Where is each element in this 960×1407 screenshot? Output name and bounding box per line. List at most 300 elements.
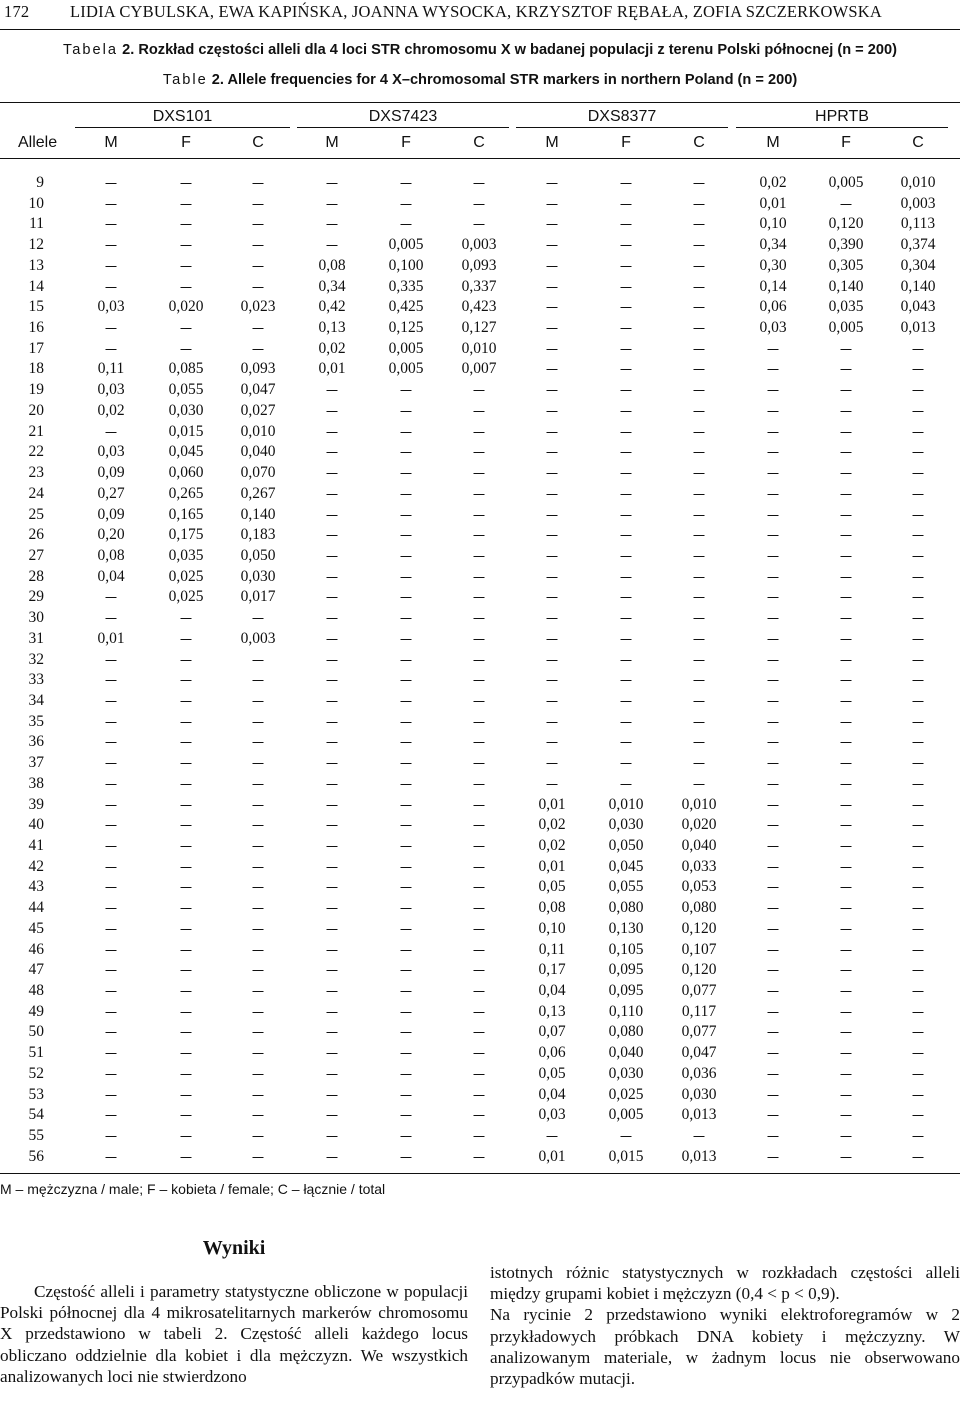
table-row <box>0 277 960 298</box>
empty-dash <box>253 970 264 971</box>
frequency-cell: 0,390 <box>828 236 864 254</box>
empty-dash <box>106 722 117 723</box>
allele-value: 17 <box>28 339 44 357</box>
empty-dash <box>547 784 558 785</box>
frequency-cell: 0,105 <box>608 940 644 958</box>
right-paragraph-2: Na rycinie 2 przedstawiono wyniki elektroforegramów w 2 przykładowych próbkach DNA kobiety i mężczyzny. W analizowanym materiale, w żadnym locus nie obserwowano przypadków mutacji. <box>490 1305 960 1389</box>
empty-dash <box>694 1136 705 1137</box>
frequency-cell: 0,005 <box>388 339 424 357</box>
empty-dash <box>181 805 192 806</box>
empty-dash <box>253 763 264 764</box>
allele-value: 34 <box>28 691 44 709</box>
empty-dash <box>181 825 192 826</box>
frequency-cell: 0,140 <box>828 277 864 295</box>
empty-dash <box>913 577 924 578</box>
empty-dash <box>547 369 558 370</box>
empty-dash <box>694 349 705 350</box>
table-row <box>0 214 960 235</box>
empty-dash <box>547 204 558 205</box>
empty-dash <box>474 950 485 951</box>
empty-dash <box>253 742 264 743</box>
empty-dash <box>401 846 412 847</box>
empty-dash <box>474 494 485 495</box>
allele-value: 38 <box>28 774 44 792</box>
allele-value: 31 <box>28 629 44 647</box>
empty-dash <box>181 742 192 743</box>
empty-dash <box>474 763 485 764</box>
empty-dash <box>913 432 924 433</box>
empty-dash <box>106 825 117 826</box>
empty-dash <box>181 1095 192 1096</box>
frequency-cell: 0,005 <box>388 236 424 254</box>
empty-dash <box>474 1032 485 1033</box>
group-header <box>75 106 290 128</box>
empty-dash <box>621 452 632 453</box>
frequency-cell: 0,42 <box>318 298 346 316</box>
empty-dash <box>621 742 632 743</box>
empty-dash <box>106 1136 117 1137</box>
caption-pl-label: Tabela <box>63 42 119 58</box>
table-row <box>0 650 960 671</box>
empty-dash <box>694 204 705 205</box>
empty-dash <box>474 742 485 743</box>
empty-dash <box>474 432 485 433</box>
frequency-cell: 0,05 <box>538 1064 566 1082</box>
empty-dash <box>401 411 412 412</box>
table-row <box>0 981 960 1002</box>
frequency-cell: 0,077 <box>681 982 717 1000</box>
empty-dash <box>913 867 924 868</box>
empty-dash <box>913 452 924 453</box>
frequency-cell: 0,043 <box>900 298 936 316</box>
empty-dash <box>474 577 485 578</box>
empty-dash <box>327 1115 338 1116</box>
empty-dash <box>474 660 485 661</box>
empty-dash <box>106 950 117 951</box>
empty-dash <box>621 224 632 225</box>
empty-dash <box>327 1053 338 1054</box>
caption-polish <box>0 42 960 58</box>
empty-dash <box>401 742 412 743</box>
empty-dash <box>841 535 852 536</box>
empty-dash <box>106 991 117 992</box>
empty-dash <box>327 742 338 743</box>
frequency-cell: 0,030 <box>681 1085 717 1103</box>
caption-english <box>0 72 960 88</box>
empty-dash <box>768 784 779 785</box>
empty-dash <box>841 204 852 205</box>
frequency-cell: 0,095 <box>608 961 644 979</box>
frequency-cell: 0,01 <box>538 1147 566 1165</box>
empty-dash <box>106 1095 117 1096</box>
empty-dash <box>621 784 632 785</box>
frequency-cell: 0,040 <box>240 443 276 461</box>
table-row <box>0 1002 960 1023</box>
empty-dash <box>106 224 117 225</box>
empty-dash <box>106 204 117 205</box>
empty-dash <box>327 515 338 516</box>
allele-value: 35 <box>28 712 44 730</box>
empty-dash <box>768 742 779 743</box>
empty-dash <box>547 556 558 557</box>
table-row <box>0 1064 960 1085</box>
empty-dash <box>913 618 924 619</box>
table-row <box>0 629 960 650</box>
frequency-cell: 0,423 <box>461 298 497 316</box>
empty-dash <box>621 763 632 764</box>
empty-dash <box>768 349 779 350</box>
running-header <box>0 2 960 28</box>
empty-dash <box>181 287 192 288</box>
empty-dash <box>327 224 338 225</box>
frequency-cell: 0,175 <box>168 526 204 544</box>
frequency-cell: 0,02 <box>759 174 787 191</box>
empty-dash <box>768 597 779 598</box>
table-row <box>0 567 960 588</box>
caption-pl-text: 2. Rozkład częstości alleli dla 4 loci STR chromosomu X w badanej populacji z terenu Polski północnej (n = 200) <box>122 42 897 58</box>
empty-dash <box>694 369 705 370</box>
empty-dash <box>327 929 338 930</box>
empty-dash <box>913 1095 924 1096</box>
frequency-cell: 0,050 <box>608 837 644 854</box>
empty-dash <box>327 991 338 992</box>
frequency-cell: 0,125 <box>388 319 424 337</box>
empty-dash <box>181 784 192 785</box>
empty-dash <box>621 328 632 329</box>
empty-dash <box>106 349 117 350</box>
empty-dash <box>768 846 779 847</box>
empty-dash <box>253 846 264 847</box>
empty-dash <box>106 660 117 661</box>
frequency-cell: 0,10 <box>538 919 566 937</box>
empty-dash <box>327 245 338 246</box>
empty-dash <box>181 929 192 930</box>
left-paragraph: Częstość alleli i parametry statystyczne obliczone w populacji Polski północnej dla 4 mikrosatelitarnych markerów chromosomu X przedstawiono w tabeli 2. Częstość alleli każdego locus obliczano oddzielnie dla kobiet i dla mężczyzn. We wszystkich analizowanych loci nie stwierdzono <box>0 1282 468 1386</box>
empty-dash <box>841 991 852 992</box>
empty-dash <box>327 1012 338 1013</box>
table-row <box>0 608 960 629</box>
empty-dash <box>253 722 264 723</box>
frequency-cell: 0,010 <box>608 795 644 813</box>
frequency-cell: 0,110 <box>608 1002 644 1020</box>
allele-value: 27 <box>28 546 44 564</box>
frequency-cell: 0,03 <box>759 319 787 337</box>
empty-dash <box>181 1053 192 1054</box>
empty-dash <box>768 618 779 619</box>
empty-dash <box>547 183 558 184</box>
allele-value: 49 <box>28 1002 44 1020</box>
empty-dash <box>694 307 705 308</box>
frequency-cell: 0,140 <box>900 277 936 295</box>
empty-dash <box>474 991 485 992</box>
frequency-cell: 0,27 <box>97 484 125 502</box>
allele-value: 56 <box>28 1147 44 1165</box>
empty-dash <box>253 618 264 619</box>
table-body <box>0 173 960 1168</box>
empty-dash <box>547 577 558 578</box>
allele-value: 48 <box>28 982 44 1000</box>
empty-dash <box>474 805 485 806</box>
frequency-cell: 0,01 <box>538 795 566 813</box>
empty-dash <box>401 867 412 868</box>
empty-dash <box>327 1074 338 1075</box>
empty-dash <box>327 597 338 598</box>
frequency-cell: 0,030 <box>168 401 204 419</box>
empty-dash <box>401 722 412 723</box>
frequency-cell: 0,34 <box>318 277 346 295</box>
empty-dash <box>253 266 264 267</box>
empty-dash <box>621 349 632 350</box>
allele-value: 28 <box>28 567 44 585</box>
frequency-cell: 0,13 <box>538 1002 566 1020</box>
frequency-cell: 0,025 <box>168 567 204 585</box>
empty-dash <box>841 950 852 951</box>
empty-dash <box>181 639 192 640</box>
empty-dash <box>253 991 264 992</box>
empty-dash <box>547 680 558 681</box>
empty-dash <box>474 1012 485 1013</box>
empty-dash <box>841 1115 852 1116</box>
empty-dash <box>547 639 558 640</box>
empty-dash <box>841 805 852 806</box>
empty-dash <box>841 970 852 971</box>
empty-dash <box>841 742 852 743</box>
empty-dash <box>327 1157 338 1158</box>
frequency-cell: 0,17 <box>538 961 566 979</box>
empty-dash <box>474 1074 485 1075</box>
empty-dash <box>768 1032 779 1033</box>
table-row <box>0 401 960 422</box>
empty-dash <box>401 825 412 826</box>
empty-dash <box>694 618 705 619</box>
allele-value: 18 <box>28 360 44 378</box>
empty-dash <box>327 494 338 495</box>
empty-dash <box>621 597 632 598</box>
empty-dash <box>253 929 264 930</box>
table-row <box>0 587 960 608</box>
empty-dash <box>768 1115 779 1116</box>
frequency-cell: 0,005 <box>828 319 864 337</box>
empty-dash <box>694 224 705 225</box>
empty-dash <box>327 577 338 578</box>
frequency-cell: 0,050 <box>240 546 276 564</box>
empty-dash <box>253 1032 264 1033</box>
empty-dash <box>181 266 192 267</box>
frequency-cell: 0,01 <box>759 194 787 212</box>
empty-dash <box>401 908 412 909</box>
allele-value: 54 <box>28 1106 44 1124</box>
frequency-cell: 0,130 <box>608 919 644 937</box>
empty-dash <box>913 473 924 474</box>
table-row <box>0 795 960 816</box>
empty-dash <box>621 1136 632 1137</box>
empty-dash <box>841 887 852 888</box>
empty-dash <box>841 763 852 764</box>
empty-dash <box>694 287 705 288</box>
empty-dash <box>694 432 705 433</box>
empty-dash <box>106 1032 117 1033</box>
empty-dash <box>474 784 485 785</box>
table-row <box>0 442 960 463</box>
empty-dash <box>694 328 705 329</box>
empty-dash <box>181 722 192 723</box>
empty-dash <box>253 287 264 288</box>
empty-dash <box>106 742 117 743</box>
allele-value: 42 <box>28 857 44 875</box>
table-row <box>0 1043 960 1064</box>
frequency-cell: 0,01 <box>97 629 125 647</box>
frequency-cell: 0,025 <box>608 1085 644 1103</box>
empty-dash <box>474 1115 485 1116</box>
allele-value: 24 <box>28 484 44 502</box>
empty-dash <box>694 660 705 661</box>
empty-dash <box>694 473 705 474</box>
empty-dash <box>474 1136 485 1137</box>
allele-value: 55 <box>28 1127 44 1145</box>
empty-dash <box>621 390 632 391</box>
frequency-cell: 0,045 <box>168 443 204 461</box>
empty-dash <box>768 929 779 930</box>
empty-dash <box>694 245 705 246</box>
empty-dash <box>327 1095 338 1096</box>
empty-dash <box>621 639 632 640</box>
empty-dash <box>106 1012 117 1013</box>
empty-dash <box>253 680 264 681</box>
empty-dash <box>768 411 779 412</box>
table-row <box>0 691 960 712</box>
empty-dash <box>181 1012 192 1013</box>
col-header: C <box>693 134 705 151</box>
empty-dash <box>768 701 779 702</box>
empty-dash <box>768 680 779 681</box>
empty-dash <box>694 452 705 453</box>
empty-dash <box>401 1053 412 1054</box>
empty-dash <box>913 970 924 971</box>
empty-dash <box>841 390 852 391</box>
empty-dash <box>401 473 412 474</box>
empty-dash <box>401 1157 412 1158</box>
empty-dash <box>327 473 338 474</box>
empty-dash <box>913 929 924 930</box>
empty-dash <box>841 1157 852 1158</box>
empty-dash <box>913 784 924 785</box>
col-header: M <box>545 134 559 151</box>
frequency-cell: 0,080 <box>608 1023 644 1041</box>
empty-dash <box>547 390 558 391</box>
empty-dash <box>401 618 412 619</box>
col-header: C <box>912 134 924 151</box>
frequency-cell: 0,047 <box>240 381 276 399</box>
frequency-cell: 0,095 <box>608 982 644 1000</box>
frequency-cell: 0,003 <box>900 194 936 212</box>
table-top-rule <box>0 102 960 103</box>
frequency-cell: 0,020 <box>168 298 204 316</box>
frequency-cell: 0,023 <box>240 298 276 316</box>
allele-value: 13 <box>28 256 44 274</box>
empty-dash <box>841 577 852 578</box>
frequency-cell: 0,34 <box>759 236 787 254</box>
table-row <box>0 877 960 898</box>
empty-dash <box>253 224 264 225</box>
frequency-cell: 0,120 <box>681 919 717 937</box>
empty-dash <box>401 556 412 557</box>
table-row <box>0 1126 960 1147</box>
empty-dash <box>841 597 852 598</box>
frequency-cell: 0,005 <box>828 174 864 191</box>
empty-dash <box>401 784 412 785</box>
empty-dash <box>474 825 485 826</box>
empty-dash <box>474 887 485 888</box>
empty-dash <box>841 432 852 433</box>
empty-dash <box>768 991 779 992</box>
table-row <box>0 753 960 774</box>
empty-dash <box>547 597 558 598</box>
frequency-cell: 0,093 <box>461 256 497 274</box>
empty-dash <box>841 473 852 474</box>
frequency-cell: 0,20 <box>97 526 125 544</box>
frequency-cell: 0,14 <box>759 277 787 295</box>
empty-dash <box>694 742 705 743</box>
frequency-cell: 0,267 <box>240 484 276 502</box>
allele-value: 40 <box>28 816 44 834</box>
empty-dash <box>913 369 924 370</box>
empty-dash <box>474 597 485 598</box>
allele-value: 44 <box>28 899 44 917</box>
empty-dash <box>106 266 117 267</box>
empty-dash <box>547 742 558 743</box>
empty-dash <box>327 867 338 868</box>
empty-dash <box>327 784 338 785</box>
table-row <box>0 940 960 961</box>
table-row <box>0 815 960 836</box>
frequency-cell: 0,040 <box>608 1044 644 1062</box>
table-row <box>0 318 960 339</box>
empty-dash <box>474 722 485 723</box>
frequency-cell: 0,027 <box>240 401 276 419</box>
allele-value: 51 <box>28 1044 44 1062</box>
frequency-cell: 0,113 <box>900 215 936 233</box>
empty-dash <box>106 1157 117 1158</box>
empty-dash <box>768 908 779 909</box>
empty-dash <box>841 411 852 412</box>
empty-dash <box>913 1032 924 1033</box>
empty-dash <box>547 432 558 433</box>
col-header: F <box>181 134 191 151</box>
empty-dash <box>253 204 264 205</box>
empty-dash <box>547 328 558 329</box>
empty-dash <box>327 846 338 847</box>
empty-dash <box>181 1115 192 1116</box>
empty-dash <box>253 950 264 951</box>
empty-dash <box>181 183 192 184</box>
empty-dash <box>547 307 558 308</box>
empty-dash <box>913 535 924 536</box>
empty-dash <box>401 950 412 951</box>
empty-dash <box>768 473 779 474</box>
empty-dash <box>768 639 779 640</box>
empty-dash <box>621 577 632 578</box>
table-row <box>0 670 960 691</box>
allele-value: 39 <box>28 795 44 813</box>
empty-dash <box>768 660 779 661</box>
empty-dash <box>253 887 264 888</box>
table-row <box>0 525 960 546</box>
empty-dash <box>106 929 117 930</box>
empty-dash <box>841 618 852 619</box>
empty-dash <box>401 224 412 225</box>
empty-dash <box>768 887 779 888</box>
table-row <box>0 1085 960 1106</box>
